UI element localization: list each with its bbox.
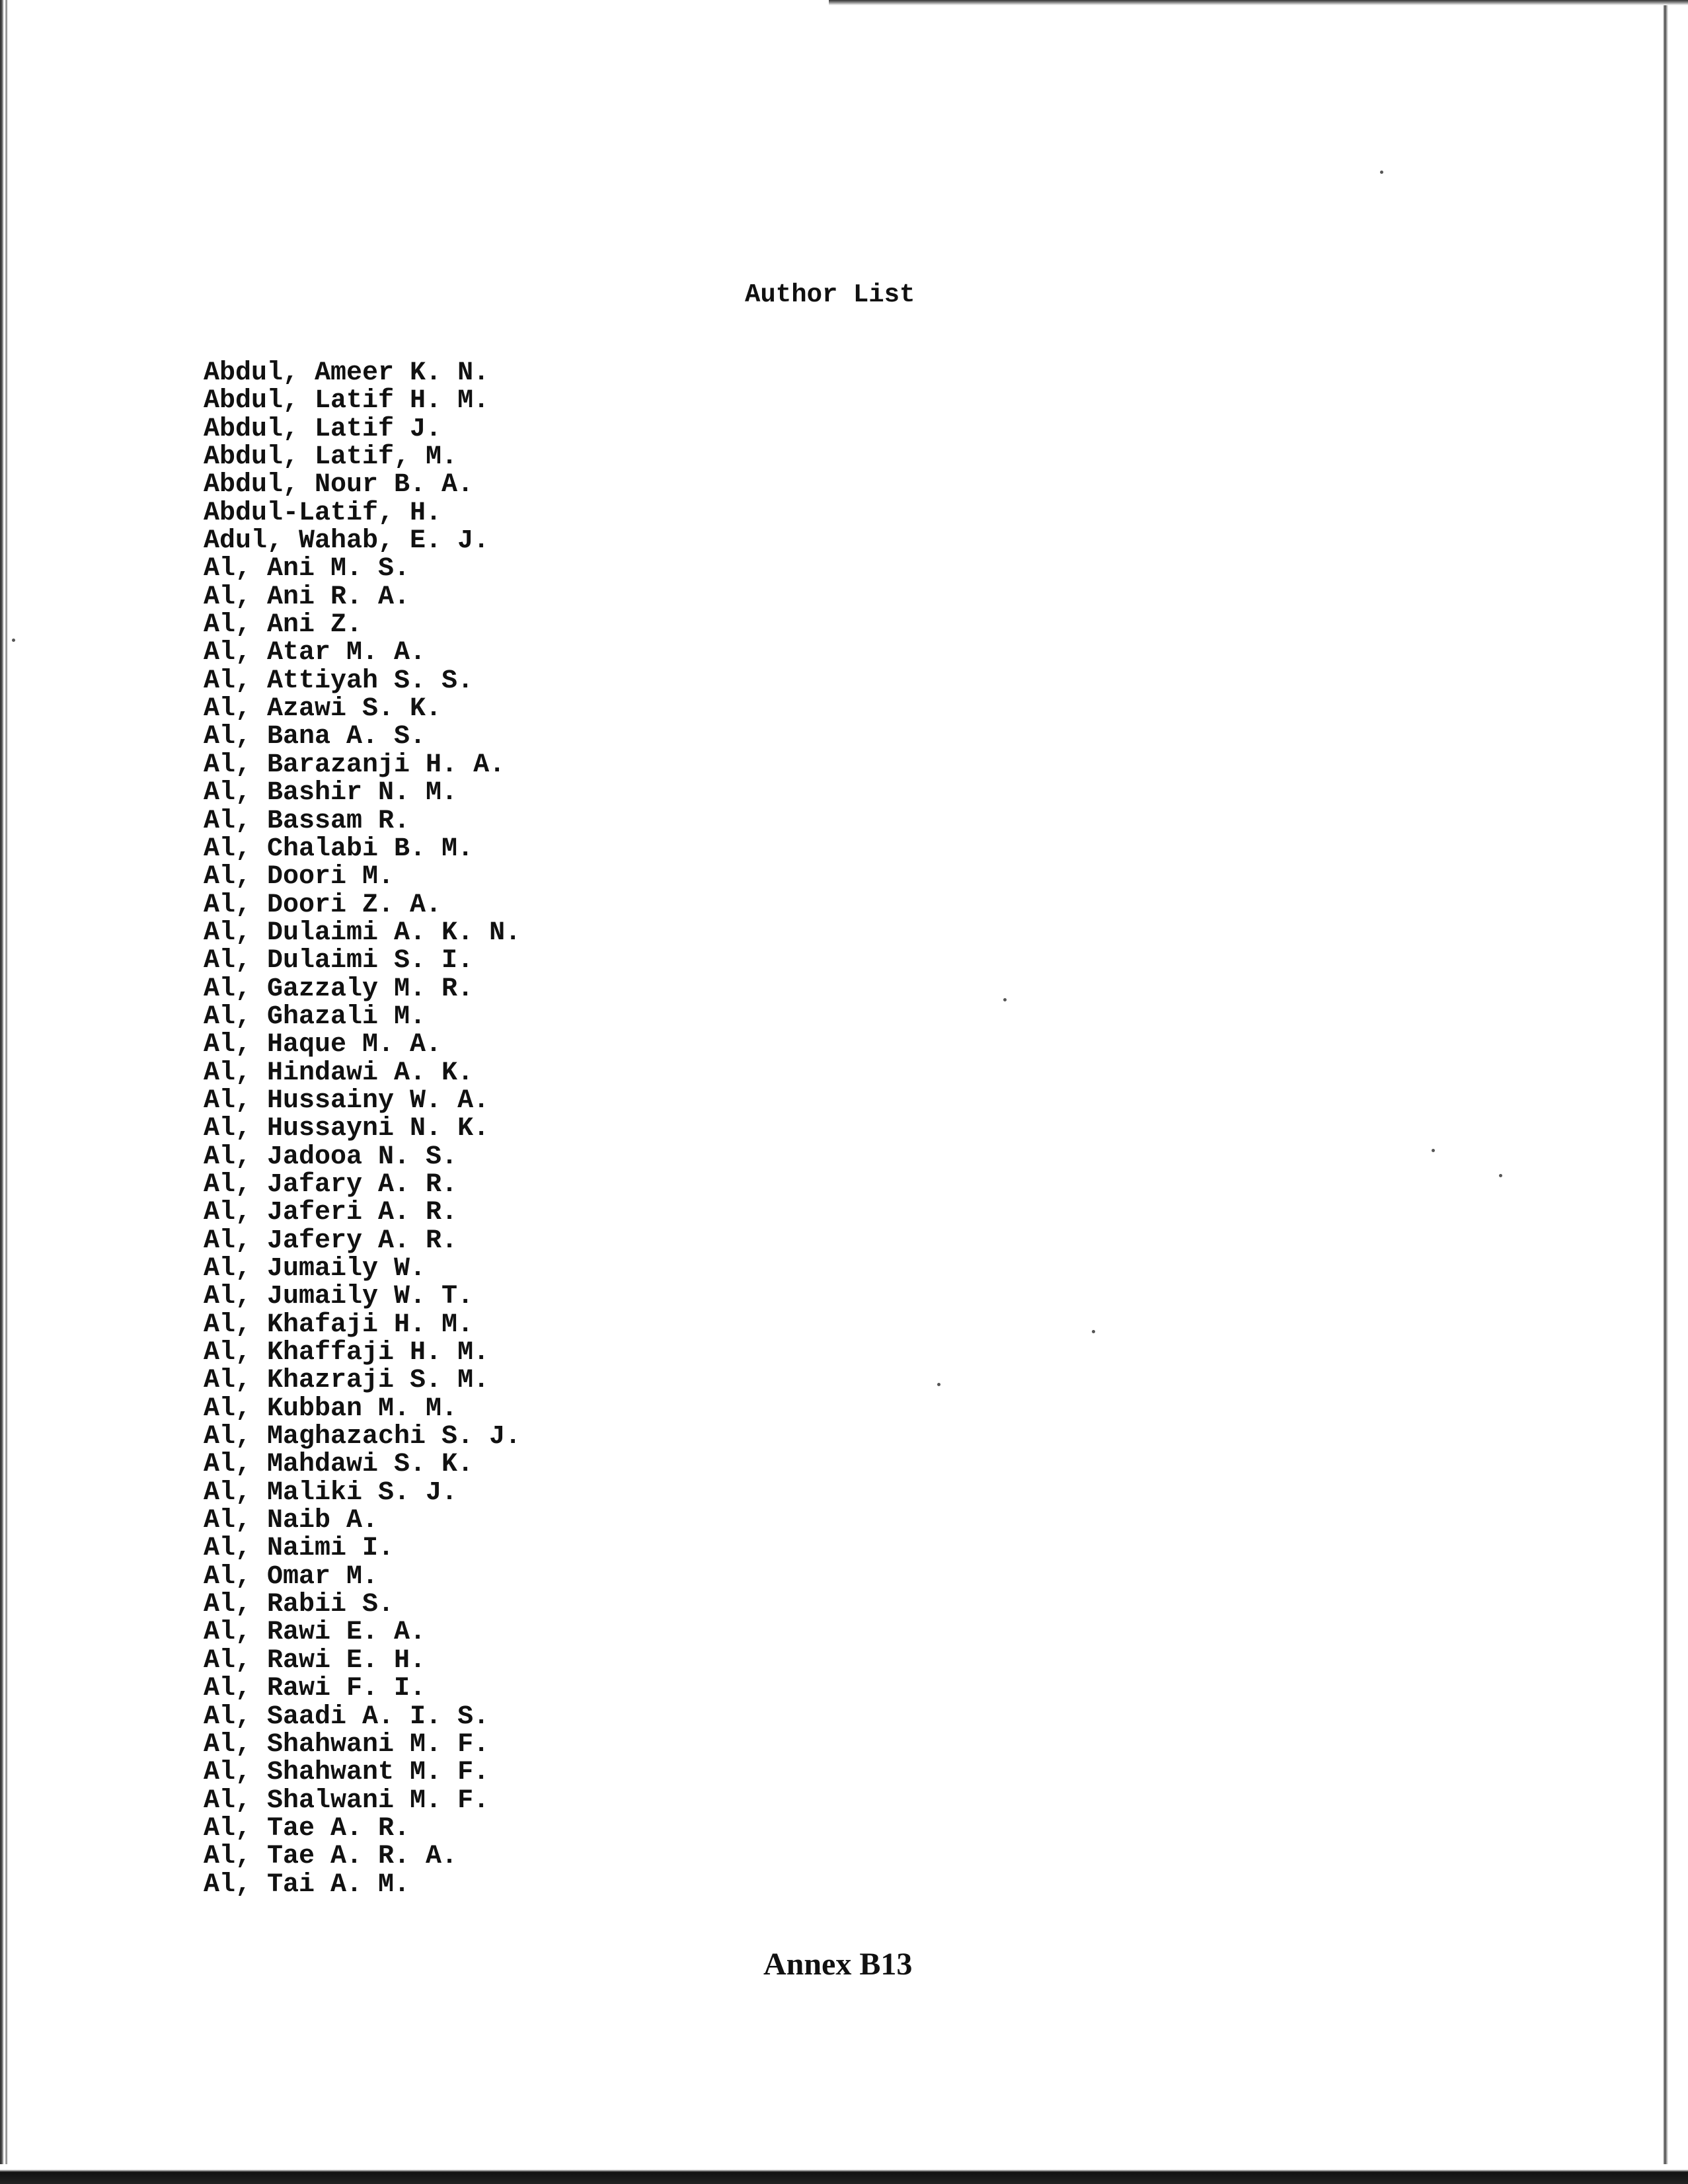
list-item: Al, Doori Z. A. — [204, 890, 442, 920]
list-item: Al, Tae A. R. — [204, 1813, 410, 1844]
scan-left-edge — [0, 0, 12, 2184]
list-item: Al, Shahwani M. F. — [204, 1729, 490, 1760]
list-item: Al, Mahdawi S. K. — [204, 1450, 474, 1480]
list-item: Al, Ani Z. — [204, 610, 363, 641]
page-title: Author List — [745, 280, 915, 309]
list-item: Al, Bashir N. M. — [204, 778, 458, 808]
list-item: Al, Shalwani M. F. — [204, 1785, 490, 1816]
list-item: Al, Khafaji H. M. — [204, 1309, 474, 1340]
list-item: Al, Haque M. A. — [204, 1030, 442, 1060]
list-item: Al, Jadooa N. S. — [204, 1142, 458, 1172]
scan-top-edge — [829, 0, 1688, 5]
list-item: Al, Ani R. A. — [204, 582, 410, 612]
scan-speck — [12, 639, 15, 642]
scan-speck — [1003, 998, 1007, 1001]
scan-speck — [1432, 1149, 1435, 1152]
list-item: Al, Jumaily W. T. — [204, 1282, 474, 1312]
list-item: Al, Rawi F. I. — [204, 1674, 426, 1704]
list-item: Al, Jafary A. R. — [204, 1169, 458, 1200]
list-item: Abdul, Latif, M. — [204, 442, 458, 473]
list-item: Al, Hussayni N. K. — [204, 1114, 490, 1144]
list-item: Abdul, Ameer K. N. — [204, 358, 490, 388]
list-item: Al, Jumaily W. — [204, 1254, 426, 1284]
list-item: Al, Dulaimi A. K. N. — [204, 917, 521, 948]
list-item: Al, Saadi A. I. S. — [204, 1701, 490, 1732]
list-item: Al, Khazraji S. M. — [204, 1366, 490, 1396]
scan-speck — [1380, 171, 1383, 174]
scan-speck — [1499, 1174, 1502, 1177]
list-item: Al, Rabii S. — [204, 1590, 395, 1620]
list-item: Abdul, Latif H. M. — [204, 386, 490, 416]
list-item: Al, Dulaimi S. I. — [204, 946, 474, 976]
list-item: Al, Shahwant M. F. — [204, 1758, 490, 1788]
list-item: Al, Rawi E. H. — [204, 1645, 426, 1676]
list-item: Al, Naib A. — [204, 1506, 379, 1536]
list-item: Al, Atar M. A. — [204, 638, 426, 668]
list-item: Al, Maliki S. J. — [204, 1477, 458, 1508]
list-item: Al, Hindawi A. K. — [204, 1058, 474, 1088]
list-item: Al, Hussainy W. A. — [204, 1085, 490, 1116]
list-item: Al, Ghazali M. — [204, 1001, 426, 1032]
scan-speck — [937, 1383, 940, 1386]
list-item: Adul, Wahab, E. J. — [204, 526, 490, 557]
list-item: Al, Tai A. M. — [204, 1869, 410, 1900]
list-item: Al, Kubban M. M. — [204, 1393, 458, 1424]
list-item: Al, Barazanji H. A. — [204, 750, 506, 780]
list-item: Al, Azawi S. K. — [204, 694, 442, 724]
list-item: Abdul, Latif J. — [204, 414, 442, 444]
list-item: Al, Bassam R. — [204, 806, 410, 836]
annex-label: Annex B13 — [763, 1947, 913, 1982]
list-item: Abdul, Nour B. A. — [204, 470, 474, 500]
scan-bottom-edge — [0, 2164, 1688, 2184]
list-item: Abdul-Latif, H. — [204, 498, 442, 528]
list-item: Al, Gazzaly M. R. — [204, 974, 474, 1004]
list-item: Al, Naimi I. — [204, 1534, 395, 1564]
list-item: Al, Bana A. S. — [204, 722, 426, 752]
list-item: Al, Maghazachi S. J. — [204, 1422, 521, 1452]
list-item: Al, Tae A. R. A. — [204, 1842, 458, 1872]
author-list — [204, 360, 521, 1899]
list-item: Al, Khaffaji H. M. — [204, 1338, 490, 1368]
list-item: Al, Rawi E. A. — [204, 1618, 426, 1648]
list-item: Al, Attiyah S. S. — [204, 666, 474, 696]
list-item: Al, Omar M. — [204, 1561, 379, 1592]
list-item: Al, Jafery A. R. — [204, 1226, 458, 1256]
scan-right-edge — [1663, 0, 1669, 2184]
list-item: Al, Chalabi B. M. — [204, 834, 474, 864]
list-item: Al, Ani M. S. — [204, 554, 410, 584]
list-item: Al, Doori M. — [204, 862, 395, 892]
scan-speck — [1092, 1330, 1095, 1333]
list-item: Al, Jaferi A. R. — [204, 1198, 458, 1228]
